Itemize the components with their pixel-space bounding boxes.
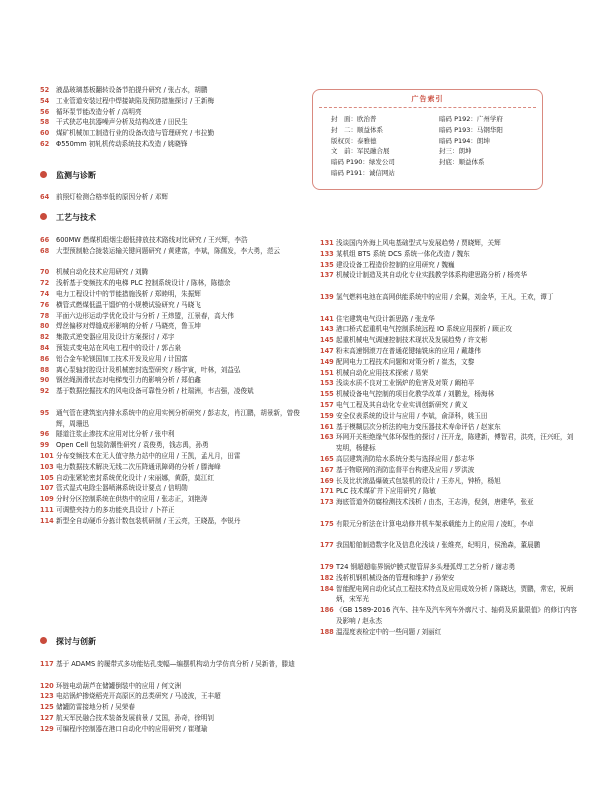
toc-entry (40, 96, 302, 107)
article-title: 基于物联网的消防监督平台构建及应用 / 罗洪波 (336, 465, 475, 474)
toc-entry (40, 300, 302, 311)
toc-entry (320, 605, 578, 627)
bullet-dot-icon (40, 213, 47, 220)
article-title: 通气管在建筑室内排水系统中的应用实例分析研究 / 彭志友，肖江鹏，胡景新，曾俊辉，周珊迅 (56, 408, 300, 428)
section-heading-explore (40, 636, 96, 648)
toc-entry (320, 465, 578, 476)
page-number: 60 (40, 129, 50, 138)
toc-entry (40, 365, 302, 376)
toc-entry (320, 314, 578, 325)
page-number: 107 (40, 484, 54, 493)
article-title: 港口桥式起重机电气控制系统远程 IO 系统应用探析 / 顾正攻 (336, 325, 512, 334)
toc-entry (320, 573, 578, 584)
article-title: 温湿度表检定中的一些问题 / 刘丽红 (336, 627, 442, 636)
page-number: 72 (40, 279, 50, 288)
page-number: 99 (40, 441, 50, 450)
toc-entry (40, 713, 302, 724)
ad-index-item: 暗码 P190：绿发公司 (331, 158, 395, 167)
page-number: 149 (320, 357, 334, 366)
article-title: 分时分区控制系统在供热中的应用 / 张志正，刘艳涛 (56, 495, 208, 504)
toc-entry (40, 332, 302, 343)
article-title: 前照灯检测合格率低的原因分析 / 邓辉 (56, 193, 168, 201)
ad-index-item: 封底：顺益体系 (439, 158, 485, 167)
page-number: 74 (40, 290, 50, 298)
article-title: 电气工程及其自动化专业实训创新研究 / 黄义 (336, 401, 468, 409)
toc-entry (40, 343, 302, 354)
toc-entry (40, 85, 302, 96)
article-title: 离心泵轴封腔设计及机械密封选型研究 / 杨宇寅，叶林，刘益弘 (56, 365, 241, 374)
article-title: 储罐防雷接地分析 / 吴荣春 (56, 703, 135, 712)
article-title: 智能配电网自动化试点工程技术特点及应用成效分析 / 陈晓达，贾鹏，常宏，祝炳炳，宋军光 (336, 584, 574, 604)
page-number: 92 (40, 387, 50, 396)
article-title: 钢丝绳润滑状态对电梯曳引力的影响分析 / 郑伯鑫 (56, 376, 201, 385)
toc-entry (40, 494, 302, 505)
toc-entry (40, 289, 302, 300)
toc-entry (320, 422, 578, 433)
page-number: 62 (40, 140, 50, 148)
page-number: 95 (40, 408, 50, 417)
section-heading-monitor (40, 170, 96, 182)
article-title: 某机组 BTS 系统 DCS 系统一体化改造 / 魏东 (336, 249, 470, 258)
page-number: 137 (320, 271, 334, 280)
article-title: Open Cell 包装防潮性研究 / 袁俊勇，钱志禹，孙勇 (56, 441, 209, 450)
article-title: 液晶玻璃基板翻转设备节拍提升研究 / 张占水，胡鹏 (56, 86, 208, 94)
toc-entry (40, 702, 302, 713)
toc-entry (40, 354, 302, 365)
article-title: 横管式燃煤低温干馏炉的小规模试验研究 / 马晓飞 (56, 300, 201, 309)
page-number: 161 (320, 422, 334, 431)
toc-entry (40, 311, 302, 322)
toc-entry (40, 408, 302, 430)
toc-entry (320, 400, 578, 411)
section-heading-process (40, 212, 96, 224)
page-number: 175 (320, 519, 334, 528)
article-title: 浅析基于变频技术的电梯 PLC 控制系统设计 / 陈林，陈德余 (56, 279, 231, 288)
toc-entry (320, 454, 578, 465)
article-title: 可调整夹持力的多功能夹具设计 / 卜祥正 (56, 506, 175, 514)
page-number: 88 (40, 365, 50, 374)
article-title: 有限元分析法在计算电动修井机车架承载能力上的应用 / 凌虹，李卓 (336, 519, 534, 528)
page-number: 165 (320, 455, 334, 463)
article-title: 长及比状滚晶爆破式包装机的设计 / 王亦凡，钟桥，杨旭 (336, 476, 501, 485)
page-number: 111 (40, 506, 54, 514)
page-number: 163 (320, 433, 334, 442)
page-number: 179 (320, 563, 334, 571)
toc-entry (40, 192, 302, 203)
toc-entry (40, 267, 302, 278)
page-number: 169 (320, 476, 334, 485)
page-number: 123 (40, 692, 54, 701)
article-title: 干式狭芯电抗器噪声分析及结构改进 / 田民生 (56, 118, 188, 127)
toc-entry (40, 440, 302, 451)
article-title: 自动张紧轮密封系统优化设计 / 宋丽娜，黄蔚，莫江红 (56, 473, 215, 482)
toc-entry (40, 681, 302, 692)
toc-entry (40, 429, 302, 440)
page-number: 159 (320, 411, 334, 420)
page-number: 141 (320, 314, 334, 323)
toc-entry (40, 483, 302, 494)
article-title: 管式湿式电除尘器喷淋系统设计要点 / 信明勋 (56, 484, 188, 493)
ad-index-item: 版权页：泰雅德 (331, 136, 377, 145)
toc-entry (320, 260, 578, 271)
page-number: 70 (40, 268, 50, 277)
toc-entry (40, 278, 302, 289)
page-number: 182 (320, 573, 334, 582)
toc-entry (320, 238, 578, 249)
toc-entry (320, 519, 578, 530)
page-number: 58 (40, 118, 50, 127)
page-number: 80 (40, 322, 50, 331)
ad-index-item: 暗码 P193：马钢华阳 (439, 125, 503, 134)
page-number: 117 (40, 660, 54, 668)
page-number: 66 (40, 236, 50, 244)
page-number: 157 (320, 401, 334, 409)
article-title: 环网开关柜绝缘气体环保性的探讨 / 汪开龙，陈建新，傅智君，洪亮，汪兴旺，刘宪明，杨健标 (336, 433, 574, 453)
page-number: 86 (40, 354, 50, 363)
toc-entry (320, 249, 578, 260)
toc-entry (40, 451, 302, 462)
page-number: 135 (320, 260, 334, 269)
toc-entry (320, 389, 578, 400)
page-number: 109 (40, 495, 54, 504)
page-number: 125 (40, 703, 54, 712)
page-number: 133 (320, 249, 334, 258)
article-title: 航天军民融合技术装备发展前景 / 艾国，孙奇，徐明钊 (56, 714, 215, 722)
page-number: 103 (40, 462, 54, 471)
page-number: 114 (40, 516, 54, 525)
page-number: 167 (320, 465, 334, 474)
toc-entry (320, 562, 578, 573)
toc-entry (40, 659, 302, 670)
ad-index-divider (319, 107, 536, 108)
article-title: 粉末高速钢滚刀在普通花键轴铣床的应用 / 戴雄伟 (336, 347, 481, 355)
ad-index-item: 封 面：欧治普 (331, 115, 377, 123)
article-title: 可编程序控制器在港口自动化中的应用研究 / 崔瑾瑜 (56, 724, 208, 733)
page-number: 101 (40, 452, 54, 460)
page-number: 129 (40, 724, 54, 733)
article-title: 建设设备工程造价控制的应用研究 / 魏巍 (336, 260, 455, 269)
toc-entry (40, 117, 302, 128)
article-title: 电力工程设计中的节能措施浅析 / 郑睦明，朱振辉 (56, 290, 201, 298)
page-number: 145 (320, 336, 334, 345)
page-number: 105 (40, 473, 54, 482)
page-number: 84 (40, 344, 50, 352)
toc-entry (320, 584, 578, 606)
article-title: 电站锅炉掺烧稻壳开高原区的总类研究 / 马凌波，王丰超 (56, 692, 221, 701)
ad-index-item: 暗码 P192：广州学府 (439, 115, 503, 123)
page-number: 131 (320, 239, 334, 247)
page-number: 177 (320, 541, 334, 550)
toc-entry (320, 411, 578, 422)
page-number: 143 (320, 325, 334, 334)
toc-entry (40, 386, 302, 397)
page-number: 147 (320, 347, 334, 355)
ad-index-item: 封三：朗坤 (439, 147, 472, 156)
page-number: 82 (40, 333, 50, 342)
toc-entry (320, 378, 578, 389)
article-title: 机械自动化应用技术探索 / 易荣 (336, 368, 429, 377)
page-number: 188 (320, 627, 334, 636)
page-number: 127 (40, 714, 54, 722)
page-number: 151 (320, 368, 334, 377)
article-title: 焊丝偏移对焊缝成形影响的分析 / 马晓亮，鲁玉坤 (56, 322, 201, 331)
toc-entry (40, 516, 302, 527)
toc-entry (320, 357, 578, 368)
toc-entry (320, 335, 578, 346)
page-number: 56 (40, 107, 50, 116)
section-title: 探讨与创新 (56, 637, 96, 646)
article-title: 住宅建筑电气设计新思路 / 张龙华 (336, 314, 435, 323)
page-number: 139 (320, 293, 334, 301)
toc-entry (320, 346, 578, 357)
page-number: 68 (40, 246, 50, 255)
article-title: 煤矿机械加工制造行业的设备改造与管理研究 / 韦拉勤 (56, 129, 215, 138)
toc-entry (40, 107, 302, 118)
toc-entry (320, 486, 578, 497)
article-title: 基于模糊层次分析法的电力变压器技术寿命评估 / 赵家东 (336, 422, 501, 431)
article-title: 氢气燃料电池在高网供能系统中的应用 / 余翼，刘金华，王凡，王欢，谭丁 (336, 293, 554, 301)
page-number: 78 (40, 311, 50, 320)
toc-entry (320, 540, 578, 551)
article-title: 浅析机钢机械设备的管理和维护 / 孙荣安 (336, 573, 455, 582)
article-title: 安全仪表系统的设计与应用 / 李斌，俞泽科，姚玉田 (336, 411, 488, 420)
article-title: 基于 ADAMS 的履带式多功能钻孔变幅—编摆机构动力学仿真分析 / 吴新普，滕迪 (56, 660, 295, 668)
toc-entry (320, 432, 578, 454)
section-title: 监测与诊断 (56, 171, 96, 180)
article-title: 集散式逆变器应用及设计方案探讨 / 邓宇 (56, 333, 175, 342)
article-title: 配网电力工程技术问题和对策分析 / 崔杰，文黎 (336, 357, 475, 366)
page-number: 120 (40, 681, 54, 690)
article-title: 《GB 1589-2016 汽车、挂车及汽车列车外廓尺寸、轴荷及质量限值》的修订内容及影响 / 赵永杰 (336, 606, 577, 625)
article-title: 600MW 燃煤机组烟尘超低排放技术路线对比研究 / 王兴辉，李浩 (56, 236, 248, 244)
toc-entry (320, 368, 578, 379)
page-number: 186 (320, 606, 334, 615)
page-number: 90 (40, 376, 50, 385)
page-number: 76 (40, 300, 50, 309)
article-title: 大型预制舱合拢装运输关键问题研究 / 黄建富，李斌，陈儒发，李大勇，范云 (56, 246, 281, 255)
article-title: 电力数据技术解决无线二次压降通讯障碍的分析 / 滕海峰 (56, 462, 221, 471)
bullet-dot-icon (40, 637, 47, 644)
article-title: 机械设计制造及其自动化专业实践教学体系构建思路分析 / 杨亮华 (336, 271, 528, 280)
ad-index-item: 文 前：军民融合展 (331, 147, 390, 156)
article-title: 新型全自动硬币分拣计数包装机研制 / 王云亮，王晓磊，李锐丹 (56, 516, 241, 525)
page-number: 153 (320, 379, 334, 388)
article-title: 环链电动葫芦在储罐倒装中的应用 / 何文洲 (56, 681, 182, 690)
page-number: 54 (40, 96, 50, 105)
article-title: 我国船舶制造数字化及信息化浅谈 / 张维亮，纪明月，侯渔森，董晨鹏 (336, 541, 541, 550)
toc-entry (320, 476, 578, 487)
article-title: 机械自动化技术应用研究 / 刘腾 (56, 268, 149, 277)
article-title: 隧道注浆止渗技术应用对比分析 / 张中利 (56, 430, 175, 439)
article-title: 铝合金车轮镁国加工技术开发及应用 / 计国富 (56, 354, 188, 363)
ad-index-title: 广告索引 (411, 95, 444, 103)
article-title: 工业管道安装过程中焊接缺陷及预防措施探讨 / 王新梅 (56, 96, 215, 105)
toc-entry (40, 462, 302, 473)
page-number: 155 (320, 390, 334, 399)
toc-entry (320, 292, 578, 303)
toc-entry (40, 375, 302, 386)
article-title: Φ550mm 初轧机传动系统技术改造 / 姚晓锋 (56, 140, 188, 148)
toc-entry (40, 246, 302, 257)
toc-entry (40, 139, 302, 150)
article-title: PLC 技术煤矿井下应用研究 / 陈敏 (336, 487, 436, 496)
toc-entry (320, 627, 578, 638)
article-title: 海底管道外防腐检测技术浅析 / 由杰，王志涛，倪剑，唐建华，张亚 (336, 498, 534, 507)
toc-entry (320, 270, 578, 281)
toc-entry (320, 497, 578, 508)
page-number: 171 (320, 487, 334, 496)
page-number: 64 (40, 193, 50, 201)
article-title: 分布变频技术在无人值守热力站中的应用 / 王凯，孟凡月，田雷 (56, 452, 241, 460)
ad-index-item: 暗码 P191：诚信网站 (331, 169, 395, 177)
ad-index-box (312, 89, 543, 190)
toc-entry (40, 505, 302, 516)
article-title: 高层建筑消防给水系统分类与选择应用 / 彭志华 (336, 455, 475, 463)
article-title: 平面六边形运动学优化设计与分析 / 王炜盟，江景春，高大伟 (56, 311, 234, 320)
article-title: 基于数据挖掘技术的风电设备可靠性分析 / 杜瑞洲，韦吉强，凌俊斌 (56, 387, 254, 396)
ad-index-item: 封 二：顺益体系 (331, 125, 383, 134)
section-title: 工艺与技术 (56, 213, 96, 222)
toc-entry (40, 724, 302, 735)
article-title: 机械设备电气控制的项目化教学改革 / 刘鹏龙，杨海林 (336, 390, 495, 399)
toc-entry (40, 235, 302, 246)
toc-entry (40, 128, 302, 139)
article-title: 预装式变电站在风电工程中的设计 / 郭占泉 (56, 344, 182, 352)
ad-index-item: 暗码 P194：朗坤 (439, 136, 490, 145)
page-number: 96 (40, 430, 50, 439)
toc-entry (40, 321, 302, 332)
toc-entry (40, 691, 302, 702)
article-title: 起重机械电气调速控制技术现状及发展趋势 / 许文彬 (336, 336, 488, 345)
toc-entry (320, 324, 578, 335)
page-number: 184 (320, 584, 334, 593)
article-title: 浅谈水质不良对工业锅炉的危害及对策 / 阚柏平 (336, 379, 475, 388)
article-title: T24 钢超超临界锅炉膜式壁管屏多头埋弧焊工艺分析 / 谢志勇 (336, 563, 516, 571)
page-number: 173 (320, 498, 334, 507)
bullet-dot-icon (40, 171, 47, 178)
page-number: 52 (40, 86, 50, 94)
toc-entry (40, 473, 302, 484)
article-title: 浅谈国内外海上风电基础型式与发展趋势 / 贾晓辉，关辉 (336, 239, 501, 247)
article-title: 循环泵节能改造分析 / 高明亮 (56, 107, 142, 116)
